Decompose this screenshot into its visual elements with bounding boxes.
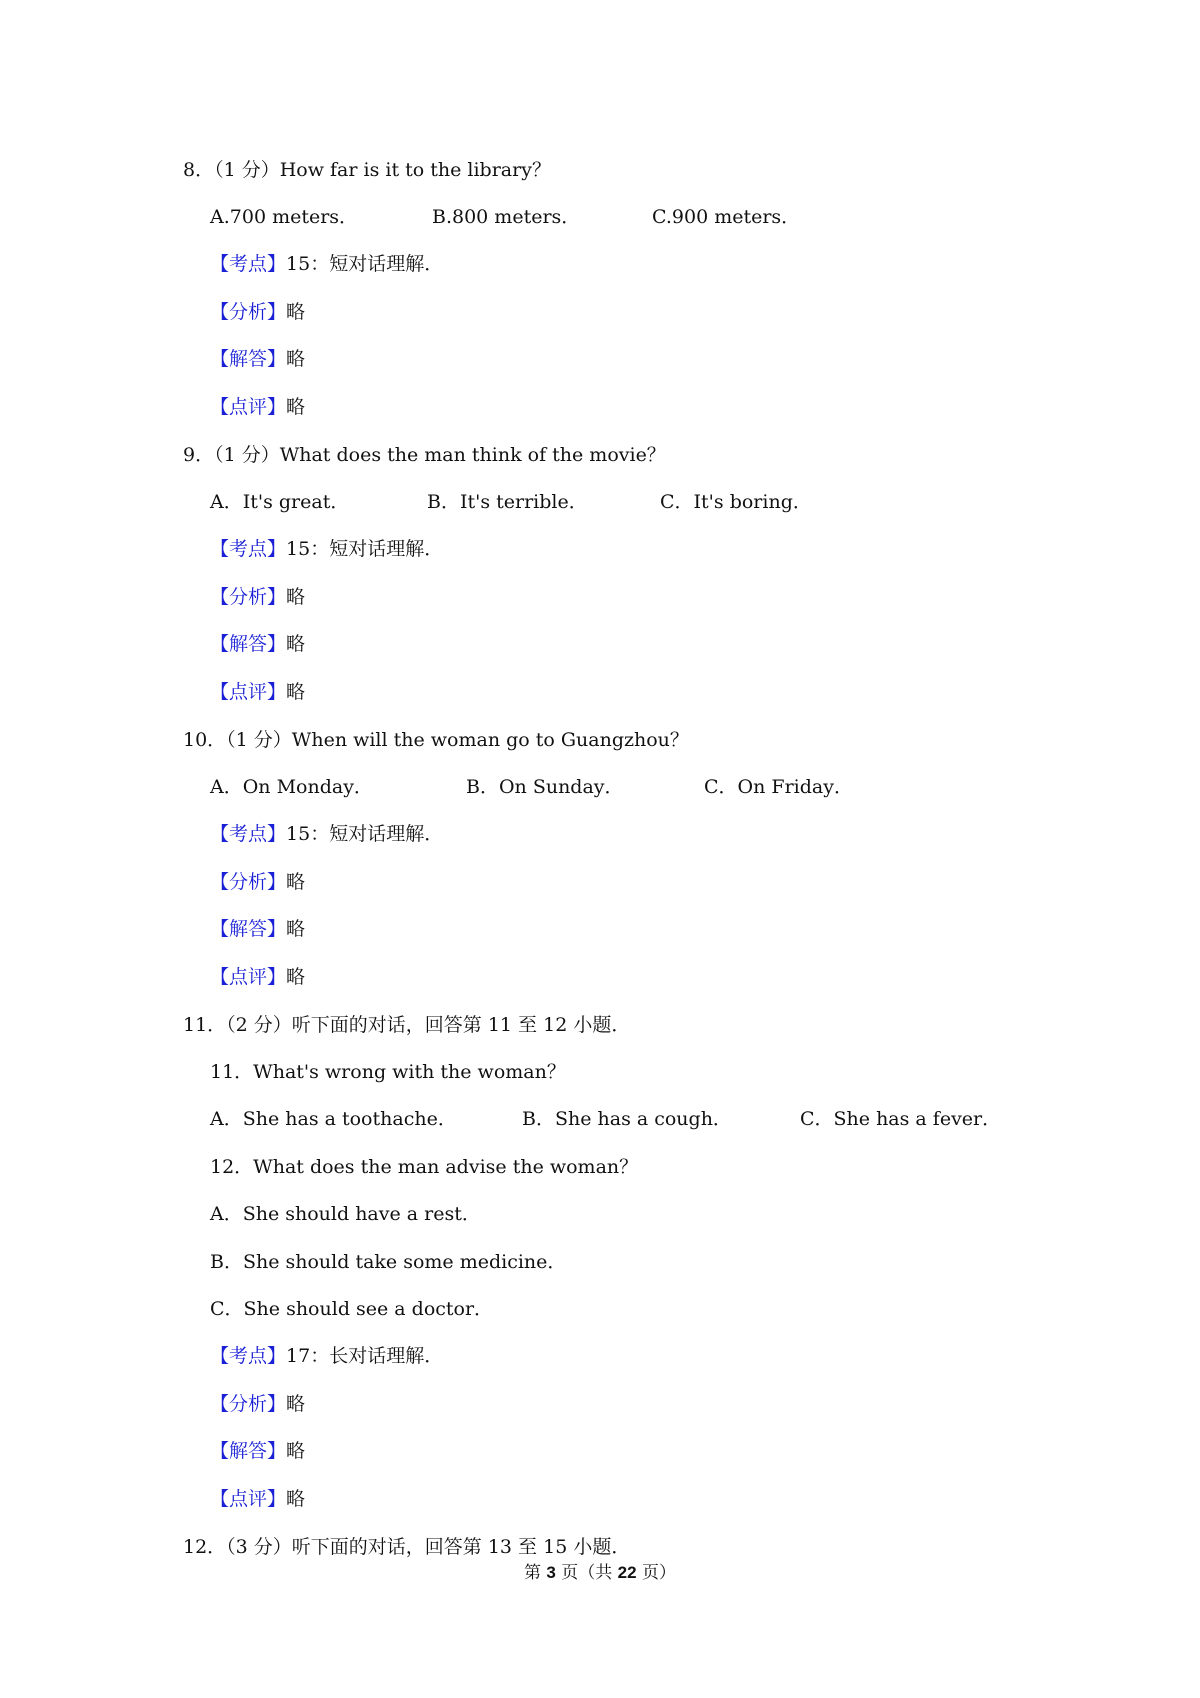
option-a: A.700 meters．: [210, 206, 359, 228]
dianping-label: 【点评】: [210, 966, 287, 988]
question-8-stem: 8．（1 分）How far is it to the library？: [183, 159, 551, 181]
kaodian-label: 【考点】: [210, 253, 287, 275]
fenxi-text: 略: [286, 1393, 306, 1415]
dianping-label: 【点评】: [210, 1488, 287, 1510]
jieda-label: 【解答】: [210, 348, 287, 370]
kaodian-row: [210, 252, 443, 276]
sub-question-12-option-b: B．She should take some medicine．: [210, 1251, 567, 1273]
kaodian-text: 15：短对话理解．: [286, 823, 444, 845]
kaodian-text: 15：短对话理解．: [286, 538, 444, 560]
kaodian-text: 17：长对话理解．: [286, 1345, 444, 1367]
option-c: C．She has a fever．: [800, 1108, 1002, 1130]
option-a: A．She has a toothache．: [210, 1108, 457, 1130]
dianping-row: [210, 395, 305, 419]
question-12-stem: 12．（3 分）听下面的对话，回答第 13 至 15 小题．: [183, 1536, 631, 1558]
total-pages: 22: [617, 1563, 637, 1582]
kaodian-row: [210, 1344, 443, 1368]
dianping-row: [210, 1487, 305, 1511]
question-10-stem: 10．（1 分）When will the woman go to Guangzhou？: [183, 729, 689, 751]
dianping-text: 略: [286, 1488, 306, 1510]
fenxi-text: 略: [286, 301, 306, 323]
dianping-text: 略: [286, 396, 306, 418]
kaodian-row: [210, 822, 443, 846]
footer-suffix: 页）: [636, 1563, 676, 1583]
question-9-options: [210, 490, 910, 514]
dianping-row: [210, 680, 305, 704]
fenxi-row: [210, 1392, 305, 1416]
page-footer: [0, 1562, 1200, 1584]
fenxi-label: 【分析】: [210, 1393, 287, 1415]
option-a: A．On Monday．: [210, 776, 373, 798]
jieda-text: 略: [286, 918, 306, 940]
dianping-row: [210, 965, 305, 989]
option-c: C.900 meters．: [652, 206, 801, 228]
fenxi-label: 【分析】: [210, 871, 287, 893]
sub-question-12: 12．What does the man advise the woman？: [210, 1156, 639, 1178]
sub-question-12-option-c: C．She should see a doctor．: [210, 1298, 494, 1320]
footer-prefix: 第: [523, 1563, 547, 1583]
option-a: A．It's great．: [210, 491, 350, 513]
fenxi-text: 略: [286, 586, 306, 608]
page-number: 3: [546, 1563, 556, 1582]
jieda-row: [210, 632, 305, 656]
fenxi-row: [210, 300, 305, 324]
dianping-text: 略: [286, 681, 306, 703]
question-10-options: [210, 775, 910, 799]
kaodian-text: 15：短对话理解．: [286, 253, 444, 275]
jieda-text: 略: [286, 633, 306, 655]
option-c: C．On Friday．: [704, 776, 853, 798]
sub-question-11-options: [210, 1107, 1002, 1131]
question-9-stem: 9．（1 分）What does the man think of the movie？: [183, 444, 666, 466]
sub-question-12-option-a: A．She should have a rest．: [210, 1203, 481, 1225]
kaodian-label: 【考点】: [210, 538, 287, 560]
option-b: B．She has a cough．: [522, 1108, 732, 1130]
option-b: B．On Sunday．: [466, 776, 624, 798]
kaodian-label: 【考点】: [210, 1345, 287, 1367]
jieda-row: [210, 917, 305, 941]
option-b: B．It's terrible．: [427, 491, 588, 513]
kaodian-row: [210, 537, 443, 561]
jieda-label: 【解答】: [210, 918, 287, 940]
kaodian-label: 【考点】: [210, 823, 287, 845]
jieda-row: [210, 1439, 305, 1463]
fenxi-label: 【分析】: [210, 301, 287, 323]
option-c: C．It's boring．: [660, 491, 812, 513]
dianping-label: 【点评】: [210, 681, 287, 703]
fenxi-row: [210, 870, 305, 894]
fenxi-label: 【分析】: [210, 586, 287, 608]
dianping-text: 略: [286, 966, 306, 988]
question-8-options: [210, 205, 910, 229]
jieda-text: 略: [286, 348, 306, 370]
jieda-text: 略: [286, 1440, 306, 1462]
option-b: B.800 meters．: [432, 206, 581, 228]
jieda-label: 【解答】: [210, 633, 287, 655]
footer-middle: 页（共: [555, 1563, 618, 1583]
jieda-row: [210, 347, 305, 371]
jieda-label: 【解答】: [210, 1440, 287, 1462]
dianping-label: 【点评】: [210, 396, 287, 418]
question-11-stem: 11．（2 分）听下面的对话，回答第 11 至 12 小题．: [183, 1014, 631, 1036]
sub-question-11: 11．What's wrong with the woman？: [210, 1061, 566, 1083]
fenxi-row: [210, 585, 305, 609]
fenxi-text: 略: [286, 871, 306, 893]
